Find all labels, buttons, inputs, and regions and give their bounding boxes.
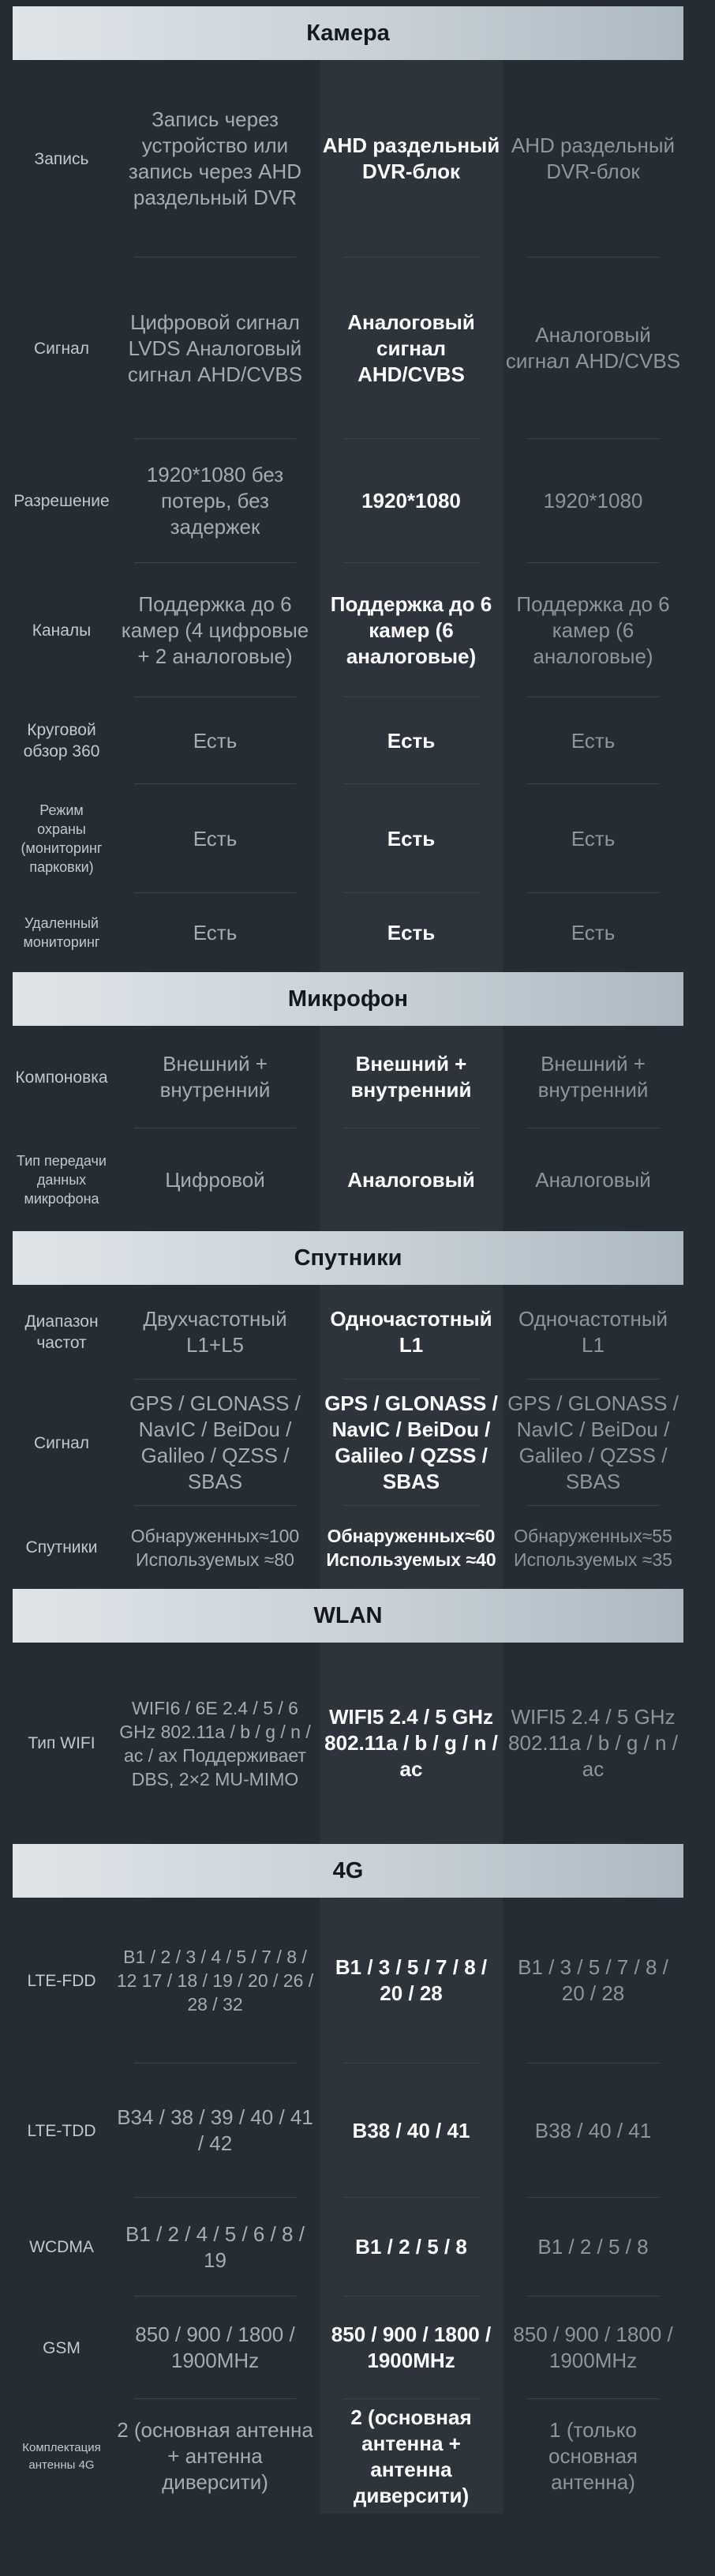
spec-row [13,439,683,563]
row-label: Сигнал [33,1433,90,1452]
value-v1: Есть [193,826,238,851]
value-v3: Обнаруженных≈55 Используемых ≈35 [514,1525,672,1570]
value-v1: 2 (основная антенна + антенна диверсити) [117,2418,313,2494]
value-v1: 850 / 900 / 1800 / 1900MHz [135,2323,295,2372]
row-label: Разрешение [13,492,110,510]
value-v1: Внешний + внутренний [159,1052,271,1102]
value-v3: Внешний + внутренний [537,1052,649,1102]
row-label: Сигнал [33,339,90,358]
row-label: Комплектация антенны 4G [22,2440,101,2472]
row-label: Компоновка [15,1068,108,1087]
value-v1: 1920*1080 без потерь, без задержек [146,463,284,539]
value-v3: Аналоговый [535,1167,651,1192]
value-v3: Поддержка до 6 камер (6 аналоговые) [516,591,670,668]
value-v3: B1 / 2 / 5 / 8 [537,2235,649,2259]
section-header: Спутники [13,1231,683,1285]
value-v3: B1 / 3 / 5 / 7 / 8 / 20 / 28 [518,1955,668,2005]
spec-row [13,1285,683,1380]
value-v2: Обнаруженных≈60 Используемых ≈40 [326,1525,496,1570]
value-v3: Одночастотный L1 [518,1307,668,1357]
value-v3: Есть [571,728,616,753]
value-v3: 850 / 900 / 1800 / 1900MHz [513,2323,673,2372]
value-v2: Есть [387,826,436,851]
value-v1: Обнаруженных≈100 Используемых ≈80 [130,1525,300,1570]
value-v1: B34 / 38 / 39 / 40 / 41 / 42 [117,2105,313,2155]
value-v1: WIFI6 / 6E 2.4 / 5 / 6 GHz 802.11a / b / g / n / ac / ax Поддерживает DBS, 2×2 MU-MIMO [119,1697,311,1789]
section-4 [13,1844,683,2514]
section-0 [13,6,683,972]
row-label: Спутники [25,1538,98,1556]
spec-row [13,784,683,893]
spec-row [13,2399,683,2514]
value-v3: 1 (только основная антенна) [548,2418,638,2494]
value-v1: Поддержка до 6 камер (4 цифровые + 2 аналоговые) [121,591,309,668]
spec-row [13,697,683,784]
value-v1: Есть [193,728,238,753]
value-v2: Внешний + внутренний [350,1052,472,1102]
row-label: GSM [43,2338,80,2357]
spec-row [13,1506,683,1589]
value-v3: Есть [571,826,616,851]
value-v1: Есть [193,920,238,944]
value-v3: AHD раздельный DVR-блок [511,133,676,183]
row-label: Удаленный мониторинг [23,915,100,950]
spec-row [13,257,683,439]
spec-row [13,1026,683,1128]
value-v1: Запись через устройство или запись через AHD раздельный DVR [128,107,302,209]
value-v2: 2 (основная антенна + антенна диверсити) [350,2405,472,2507]
row-label: Тип WIFI [28,1734,95,1752]
value-v2: GPS / GLONASS / NavIC / BeiDou / Galileo / QZSS / SBAS [324,1391,498,1493]
row-label: Запись [34,149,89,168]
value-v3: B38 / 40 / 41 [534,2118,652,2142]
value-v1: Цифровой [165,1167,265,1192]
row-label: Каналы [32,621,92,640]
value-v3: Аналоговый сигнал AHD/CVBS [505,323,681,373]
row-label: LTE-TDD [27,2121,96,2140]
value-v2: WIFI5 2.4 / 5 GHz 802.11a / b / g / n / ac [324,1705,498,1781]
section-3 [13,1589,683,1844]
spec-row [13,2063,683,2198]
value-v2: Есть [387,920,436,944]
spec-row [13,893,683,972]
section-1 [13,972,683,1231]
value-v2: Есть [387,728,436,753]
spec-row [13,60,683,257]
spec-row [13,1898,683,2063]
value-v2: Одночастотный L1 [330,1307,492,1357]
value-v1: Двухчастотный L1+L5 [143,1307,287,1357]
value-v2: B38 / 40 / 41 [352,2118,470,2142]
value-v2: Аналоговый [347,1167,475,1192]
comparison-table [13,6,683,2514]
section-header: WLAN [13,1589,683,1643]
section-header: Камера [13,6,683,60]
value-v2: 850 / 900 / 1800 / 1900MHz [331,2323,492,2372]
value-v3: GPS / GLONASS / NavIC / BeiDou / Galileo / QZSS / SBAS [507,1391,679,1493]
value-v1: Цифровой сигнал LVDS Аналоговый сигнал AHD/CVBS [127,310,303,386]
spec-row [13,1643,683,1844]
value-v3: 1920*1080 [543,489,643,513]
row-label: Диапазон частот [24,1312,99,1352]
spec-row [13,2198,683,2296]
value-v3: Есть [571,920,616,944]
value-v2: B1 / 3 / 5 / 7 / 8 / 20 / 28 [335,1955,488,2005]
spec-row [13,1128,683,1231]
spec-row [13,1380,683,1506]
value-v1: GPS / GLONASS / NavIC / BeiDou / Galileo / QZSS / SBAS [129,1391,301,1493]
value-v2: B1 / 2 / 5 / 8 [355,2235,467,2259]
value-v2: 1920*1080 [361,489,461,513]
row-label: WCDMA [29,2238,94,2256]
row-label: Круговой обзор 360 [23,721,100,760]
section-2 [13,1231,683,1589]
row-label: Режим охраны (мониторинг парковки) [21,802,103,875]
spec-row [13,563,683,697]
spec-row [13,2296,683,2399]
value-v2: Поддержка до 6 камер (6 аналоговые) [330,591,492,668]
section-header: Микрофон [13,972,683,1026]
value-v1: B1 / 2 / 4 / 5 / 6 / 8 / 19 [125,2221,305,2272]
value-v2: Аналоговый сигнал AHD/CVBS [347,310,475,386]
value-v3: WIFI5 2.4 / 5 GHz 802.11a / b / g / n / ac [508,1705,678,1781]
row-label: Тип передачи данных микрофона [17,1153,107,1207]
value-v2: AHD раздельный DVR-блок [322,133,500,183]
row-label: LTE-FDD [27,1971,96,1990]
value-v1: B1 / 2 / 3 / 4 / 5 / 7 / 8 / 12 17 / 18 / 19 / 20 / 26 / 28 / 32 [116,1947,314,2015]
section-header: 4G [13,1844,683,1898]
